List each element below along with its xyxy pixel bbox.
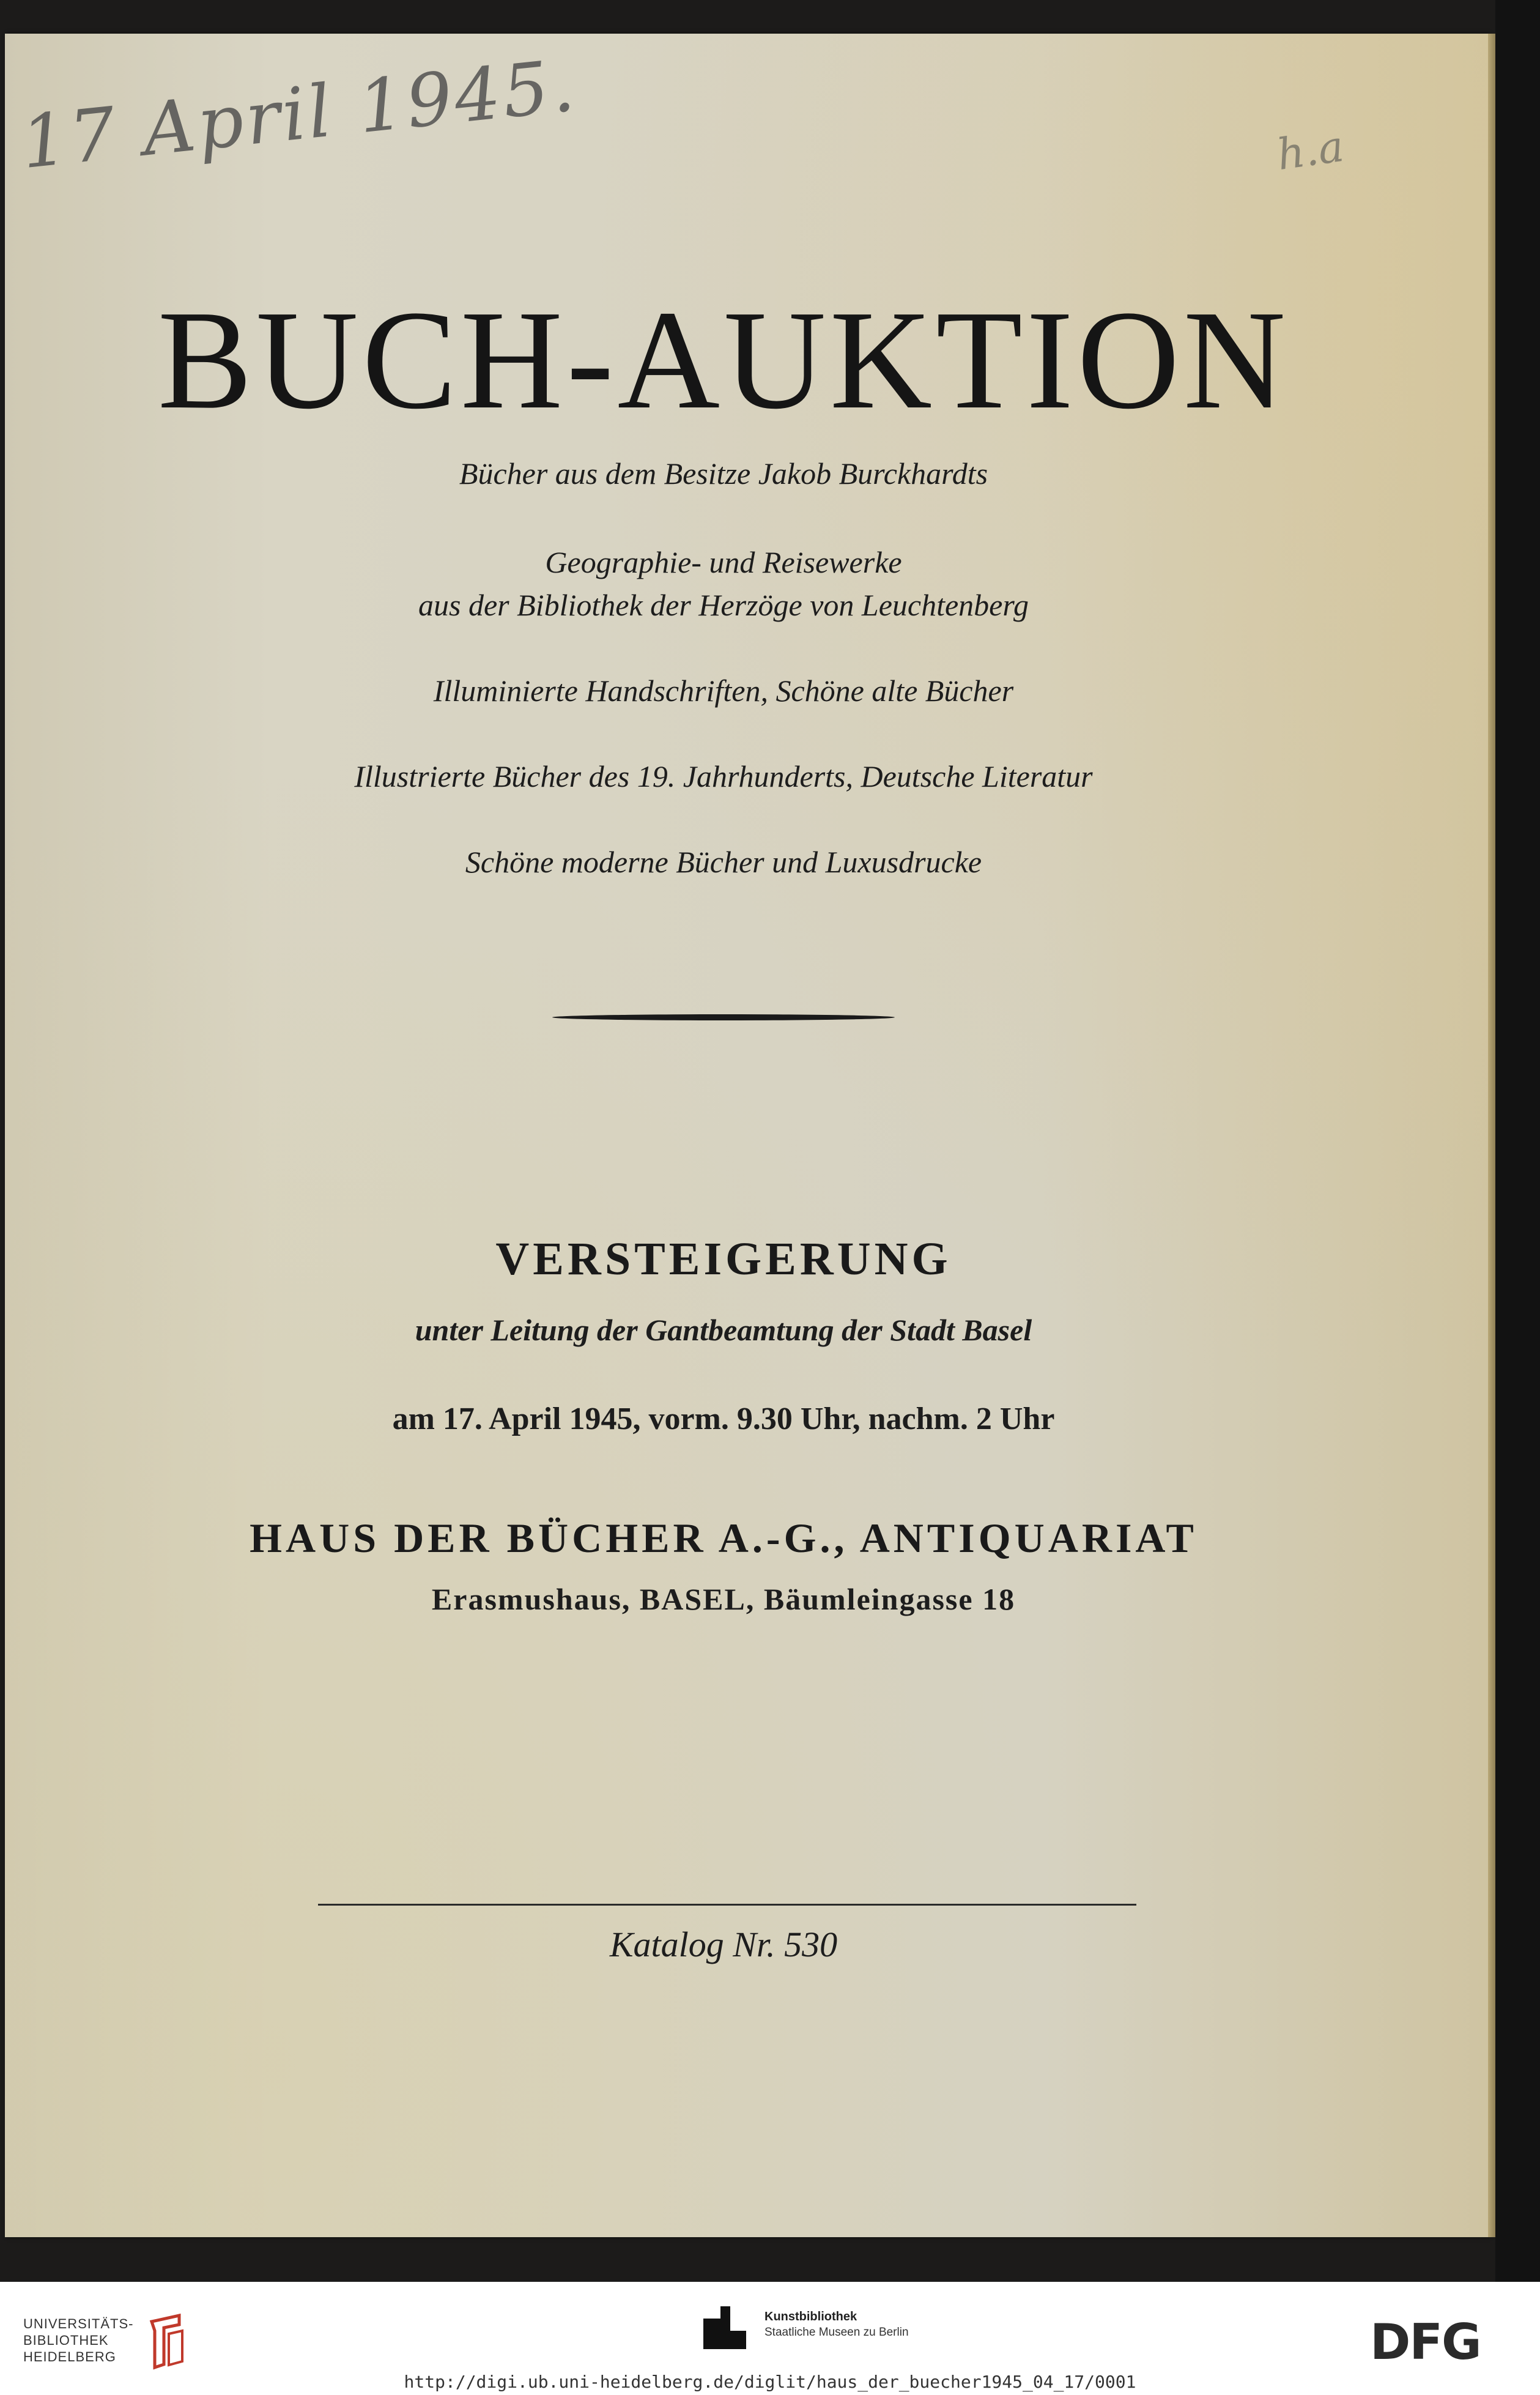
catalog-number: Katalog Nr. 530 (609, 1925, 838, 1964)
kunstbibliothek-name: Kunstbibliothek (764, 2310, 857, 2323)
auction-management: unter Leitung der Gantbeamtung der Stadt Basel (415, 1313, 1032, 1347)
cover-title: BUCH-AUKTION (157, 281, 1290, 439)
permalink-url[interactable]: http://digi.ub.uni-heidelberg.de/diglit/haus_der_buecher1945_04_17/0001 (404, 2372, 1136, 2392)
section-line: Geographie- und Reisewerke (545, 545, 902, 579)
auction-heading: VERSTEIGERUNG (495, 1233, 952, 1285)
section-line: Illustrierte Bücher des 19. Jahrhunderts, Deutsche Literatur (354, 759, 1093, 793)
handwritten-date: 17 April 1945. (17, 42, 581, 185)
viewer-footer (0, 2282, 1540, 2395)
kunstbibliothek-subtitle: Staatliche Museen zu Berlin (764, 2326, 909, 2339)
section-line: aus der Bibliothek der Herzöge von Leuchtenberg (418, 588, 1029, 622)
ornamental-divider (552, 1014, 895, 1020)
dfg-logo[interactable]: DFG (1370, 2314, 1481, 2371)
divider-line (318, 1904, 1136, 1906)
auction-date: am 17. April 1945, vorm. 9.30 Uhr, nachm. 2 Uhr (392, 1402, 1055, 1436)
section-line: Schöne moderne Bücher und Luxusdrucke (465, 845, 982, 879)
kunstbibliothek-logo-icon[interactable] (703, 2306, 752, 2349)
university-logo-icon[interactable] (139, 2312, 188, 2374)
firm-name: HAUS DER BÜCHER A.-G., ANTIQUARIAT (250, 1515, 1198, 1561)
catalog-cover-page (5, 34, 1488, 2237)
section-line: Illuminierte Handschriften, Schöne alte Bücher (433, 674, 1014, 708)
handwritten-corner-mark: h.a (1273, 121, 1347, 180)
section-line: Bücher aus dem Besitze Jakob Burckhardts (459, 456, 988, 491)
scan-background (1495, 0, 1540, 2282)
page-edge (1488, 34, 1495, 2237)
university-library-label: UNIVERSITÄTS- BIBLIOTHEK HEIDELBERG (23, 2316, 134, 2364)
firm-address: Erasmushaus, BASEL, Bäumleingasse 18 (431, 1582, 1016, 1616)
